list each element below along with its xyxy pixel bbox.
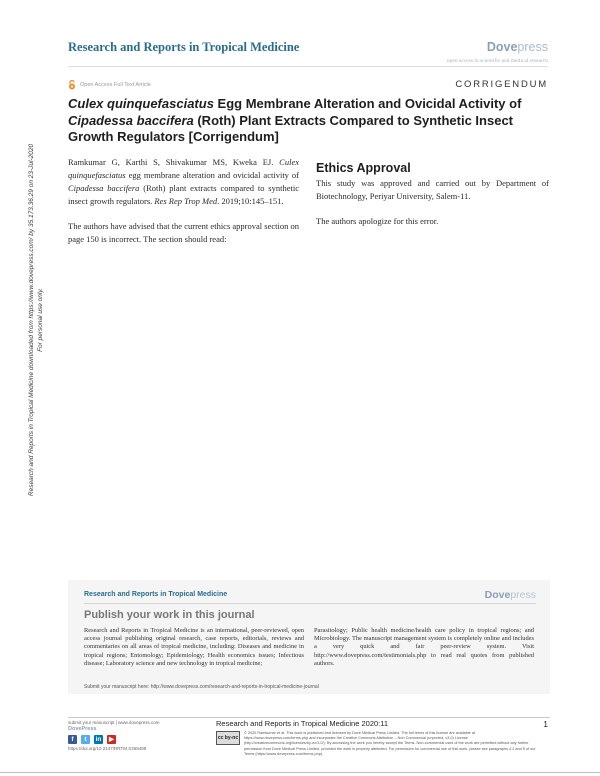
- citation-paragraph: [68, 156, 299, 208]
- citation-authors: Ramkumar G, Karthi S, Shivakumar MS, Kweka EJ.: [68, 157, 280, 167]
- citation-journal: Res Rep Trop Med: [154, 196, 218, 206]
- download-note-line1: Research and Reports in Tropical Medicine downloaded from https://www.dovepress.com/ by 35.173.36.29 on 23-Jul-2020: [28, 143, 35, 497]
- promo-divider: [84, 603, 536, 604]
- download-watermark: [28, 100, 45, 540]
- header-divider: [68, 66, 548, 67]
- linkedin-icon[interactable]: in: [95, 736, 102, 743]
- title-species-1: Culex quinquefasciatus: [68, 96, 214, 111]
- license-text: © 2020 Ramkumar et al. This work is published and licensed by Dove Medical Press Limited. The full terms of this license are available at https://www.dovepress.com/terms.php and incorporate the Creative Commons Attribution – Non Commercial (unported, v3.0) License (http://creativecommons.org/licenses/by-nc/3.0/). By accessing the work you hereby accept the Terms. Non-commercial uses of the work are permitted without any further permission from Dove Medical Press Limited, provided the work is properly attributed. For permission for commercial use of this work, please see paragraphs 4.2 and 5 of our Terms (https://www.dovepress.com/terms.php).: [244, 731, 536, 756]
- facebook-icon[interactable]: f: [68, 735, 77, 744]
- promo-dovepress-logo[interactable]: [485, 589, 536, 601]
- open-access-text: Open Access Full Text Article: [80, 82, 151, 88]
- body-left-column: [68, 156, 299, 258]
- twitter-icon[interactable]: t: [81, 735, 90, 744]
- brand-press: press: [517, 40, 548, 54]
- citation-text-4: (Roth) plant extracts compared to synthetic insect growth regulators.: [68, 183, 299, 206]
- title-text-2: Egg Membrane Alteration and Ovicidal Activity of: [213, 96, 522, 111]
- ethics-heading: Ethics Approval: [316, 161, 411, 175]
- journal-title: Research and Reports in Tropical Medicine: [68, 40, 300, 54]
- brand-main: Dove: [486, 40, 518, 54]
- open-access-icon: [68, 80, 76, 90]
- open-access-label: [68, 80, 151, 90]
- promo-brand-main: Dove: [484, 589, 511, 601]
- article-title: [68, 96, 550, 146]
- doi-link[interactable]: https://doi.org/10.2147/RRTM.S268499: [68, 746, 147, 751]
- creative-commons-icon[interactable]: cc by-nc: [216, 731, 240, 745]
- citation-ref: . 2019;10:145–151.: [217, 196, 284, 206]
- submit-line[interactable]: submit your manuscript | www.dovepress.com: [68, 720, 160, 725]
- title-species-2: Cipadessa baccifera: [68, 112, 194, 128]
- article-type: CORRIGENDUM: [455, 79, 548, 90]
- license-block: [216, 731, 536, 757]
- page-bottom-rule: [0, 772, 600, 773]
- page-number: 1: [543, 719, 548, 729]
- footer-center: [216, 719, 536, 757]
- correction-paragraph: The authors have advised that the current ethics approval section on page 150 is incorrect. The section should read:: [68, 221, 299, 244]
- promo-journal-title: Research and Reports in Tropical Medicine: [84, 591, 228, 598]
- promo-text-left: Research and Reports in Tropical Medicine is an international, peer-reviewed, open access journal publishing original research, case reports, editorials, reviews and commentaries on all areas of tropical medicine, including: Diseases and medicine in tropical regions; Entomology; Epidemiology; Health economics issues; Infectious disease; Laboratory science and new technology in tropical medicine;: [84, 627, 304, 667]
- ethics-text: This study was approved and carried out by Department of Biotechnology, Periyar University, Salem-11.: [316, 178, 549, 201]
- footer-left: [68, 719, 198, 752]
- publish-promo-box: [68, 580, 550, 694]
- youtube-icon[interactable]: ▶: [109, 736, 114, 743]
- brand-tagline: open access to scientific and medical research: [446, 58, 548, 64]
- footer-citation: Research and Reports in Tropical Medicine 2020:11: [216, 719, 389, 728]
- title-text-4: (Roth) Plant Extracts Compared to Synthetic Insect Growth Regulators [Corrigendum]: [68, 112, 514, 144]
- promo-text-right: Parasitology; Public health medicine/health care policy in tropical regions; and Microbiology. The manuscript management system is completely online and includes a very quick and fair peer-review system. Visit http://www.dovepress.com/testimonials.php to read real quotes from published authors.: [314, 627, 534, 667]
- dovepress-logo[interactable]: [487, 40, 548, 54]
- footer-brand: DovePress: [68, 726, 97, 732]
- citation-species-1: Culex quinquefasciatus: [68, 157, 299, 180]
- apology-text: The authors apologize for this error.: [316, 216, 439, 226]
- social-links: [68, 735, 198, 744]
- download-note-line2: For personal use only.: [36, 288, 44, 352]
- promo-brand-press: press: [510, 589, 536, 601]
- citation-species-2: Cipadessa baccifera: [68, 183, 140, 193]
- citation-text-2: egg membrane alteration and ovicidal activity of: [125, 170, 299, 180]
- submit-manuscript-link[interactable]: Submit your manuscript here: http://www.dovepress.com/research-and-reports-in-tropical-medicine-journal: [84, 684, 319, 690]
- footer-divider: [68, 717, 550, 718]
- body-right-column: [316, 156, 549, 240]
- promo-heading: Publish your work in this journal: [84, 609, 255, 621]
